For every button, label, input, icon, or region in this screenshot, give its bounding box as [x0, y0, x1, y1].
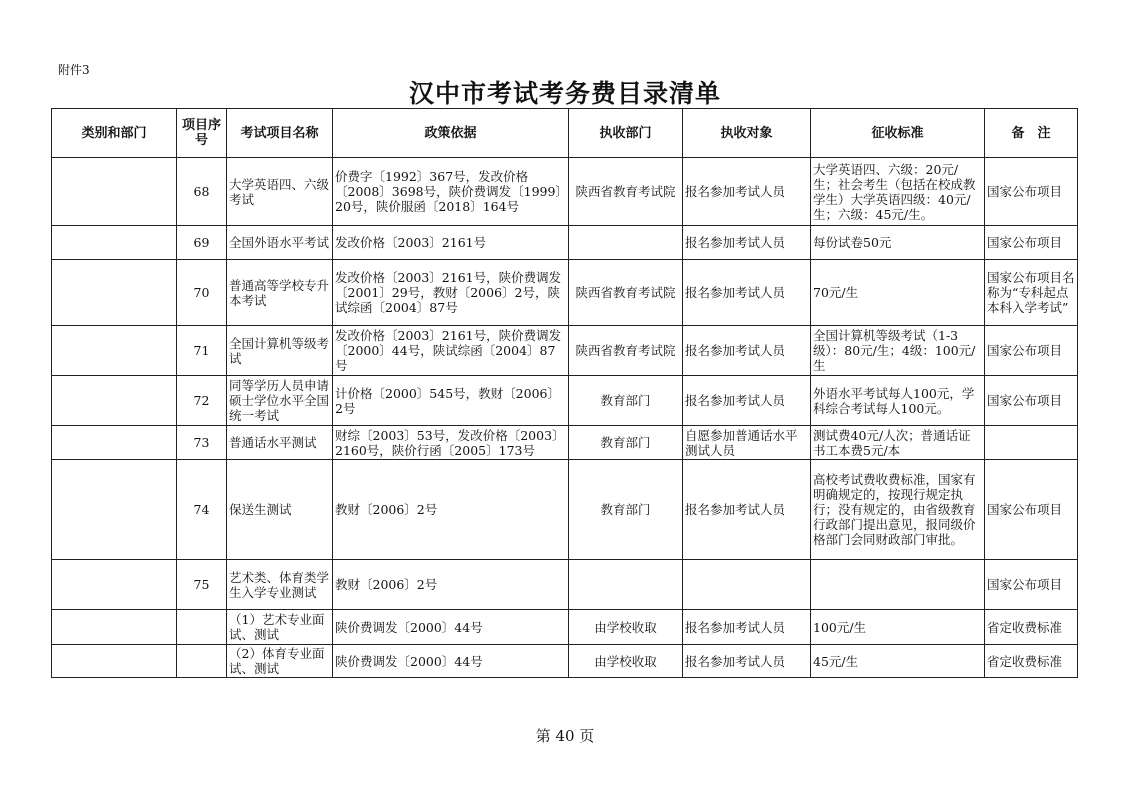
cell-category [52, 326, 177, 376]
cell-target: 报名参加考试人员 [683, 610, 811, 645]
cell-note [985, 426, 1078, 460]
table-row [52, 376, 1078, 426]
cell-dept: 陕西省教育考试院 [569, 326, 683, 376]
document-title: 汉中市考试考务费目录清单 [408, 79, 721, 108]
table-row [52, 610, 1078, 645]
cell-seq [177, 645, 227, 678]
cell-dept [569, 226, 683, 260]
cell-seq: 73 [177, 426, 227, 460]
cell-dept: 教育部门 [569, 426, 683, 460]
table-row [52, 460, 1078, 560]
header-policy: 政策依据 [333, 109, 569, 158]
attachment-label: 附件3 [58, 63, 90, 77]
header-seq: 项目序号 [177, 109, 227, 158]
cell-dept: 陕西省教育考试院 [569, 260, 683, 326]
cell-seq: 70 [177, 260, 227, 326]
cell-seq: 71 [177, 326, 227, 376]
table-row [52, 426, 1078, 460]
table-row [52, 226, 1078, 260]
cell-dept: 教育部门 [569, 460, 683, 560]
cell-name: 普通话水平测试 [227, 426, 333, 460]
cell-note: 国家公布项目 [985, 460, 1078, 560]
cell-standard: 70元/生 [811, 260, 985, 326]
cell-name: 保送生测试 [227, 460, 333, 560]
cell-standard: 高校考试费收费标准，国家有明确规定的，按现行规定执行；没有规定的，由省级教育行政部门提出意见，报同级价格部门会同财政部门审批。 [811, 460, 985, 560]
cell-standard: 每份试卷50元 [811, 226, 985, 260]
cell-category [52, 610, 177, 645]
cell-target: 报名参加考试人员 [683, 226, 811, 260]
header-name: 考试项目名称 [227, 109, 333, 158]
cell-name: 同等学历人员申请硕士学位水平全国统一考试 [227, 376, 333, 426]
cell-target: 报名参加考试人员 [683, 260, 811, 326]
header-category: 类别和部门 [52, 109, 177, 158]
cell-policy: 教财〔2006〕2号 [333, 460, 569, 560]
cell-seq: 75 [177, 560, 227, 610]
cell-note: 国家公布项目 [985, 376, 1078, 426]
cell-name: 艺术类、体育类学生入学专业测试 [227, 560, 333, 610]
cell-seq: 69 [177, 226, 227, 260]
cell-note: 国家公布项目 [985, 158, 1078, 226]
cell-name: （1）艺术专业面试、测试 [227, 610, 333, 645]
cell-category [52, 460, 177, 560]
cell-category [52, 226, 177, 260]
cell-category [52, 158, 177, 226]
cell-target: 报名参加考试人员 [683, 158, 811, 226]
cell-dept: 教育部门 [569, 376, 683, 426]
cell-dept: 由学校收取 [569, 645, 683, 678]
cell-target: 报名参加考试人员 [683, 460, 811, 560]
cell-policy: 教财〔2006〕2号 [333, 560, 569, 610]
fee-catalog-table [51, 108, 1078, 678]
cell-standard: 大学英语四、六级：20元/生；社会考生（包括在校成教学生）大学英语四级：40元/生；六级：45元/生。 [811, 158, 985, 226]
cell-policy: 发改价格〔2003〕2161号，陕价费调发〔2000〕44号，陕试综函〔2004〕87号 [333, 326, 569, 376]
cell-dept [569, 560, 683, 610]
header-note: 备 注 [985, 109, 1078, 158]
cell-note: 国家公布项目名称为“专科起点本科入学考试” [985, 260, 1078, 326]
cell-policy: 价费字〔1992〕367号，发改价格〔2008〕3698号，陕价费调发〔1999〕20号，陕价服函〔2018〕164号 [333, 158, 569, 226]
cell-dept: 陕西省教育考试院 [569, 158, 683, 226]
cell-seq: 72 [177, 376, 227, 426]
cell-note: 国家公布项目 [985, 560, 1078, 610]
cell-policy: 计价格〔2000〕545号，教财〔2006〕2号 [333, 376, 569, 426]
cell-category [52, 560, 177, 610]
cell-category [52, 260, 177, 326]
cell-standard: 45元/生 [811, 645, 985, 678]
cell-policy: 发改价格〔2003〕2161号，陕价费调发〔2001〕29号，教财〔2006〕2号，陕试综函〔2004〕87号 [333, 260, 569, 326]
cell-standard: 100元/生 [811, 610, 985, 645]
cell-policy: 财综〔2003〕53号，发改价格〔2003〕2160号，陕价行函〔2005〕173号 [333, 426, 569, 460]
cell-category [52, 645, 177, 678]
header-target: 执收对象 [683, 109, 811, 158]
table-header-row [52, 109, 1078, 158]
cell-name: 全国外语水平考试 [227, 226, 333, 260]
cell-note: 国家公布项目 [985, 226, 1078, 260]
cell-target: 自愿参加普通话水平测试人员 [683, 426, 811, 460]
cell-note: 省定收费标准 [985, 610, 1078, 645]
table-row [52, 560, 1078, 610]
cell-standard: 外语水平考试每人100元，学科综合考试每人100元。 [811, 376, 985, 426]
cell-category [52, 426, 177, 460]
cell-policy: 陕价费调发〔2000〕44号 [333, 645, 569, 678]
table-row [52, 158, 1078, 226]
table-row [52, 326, 1078, 376]
header-standard: 征收标准 [811, 109, 985, 158]
cell-target [683, 560, 811, 610]
cell-policy: 陕价费调发〔2000〕44号 [333, 610, 569, 645]
cell-standard: 测试费40元/人次；普通话证书工本费5元/本 [811, 426, 985, 460]
cell-target: 报名参加考试人员 [683, 326, 811, 376]
cell-dept: 由学校收取 [569, 610, 683, 645]
cell-target: 报名参加考试人员 [683, 376, 811, 426]
cell-seq: 74 [177, 460, 227, 560]
cell-name: （2）体育专业面试、测试 [227, 645, 333, 678]
cell-standard: 全国计算机等级考试（1-3级）：80元/生；4级：100元/生 [811, 326, 985, 376]
cell-category [52, 376, 177, 426]
cell-name: 全国计算机等级考试 [227, 326, 333, 376]
cell-standard [811, 560, 985, 610]
page-number: 第 40 页 [535, 727, 595, 745]
cell-seq: 68 [177, 158, 227, 226]
cell-name: 大学英语四、六级考试 [227, 158, 333, 226]
cell-note: 省定收费标准 [985, 645, 1078, 678]
cell-target: 报名参加考试人员 [683, 645, 811, 678]
cell-note: 国家公布项目 [985, 326, 1078, 376]
cell-policy: 发改价格〔2003〕2161号 [333, 226, 569, 260]
cell-name: 普通高等学校专升本考试 [227, 260, 333, 326]
header-dept: 执收部门 [569, 109, 683, 158]
table-row [52, 645, 1078, 678]
table-row [52, 260, 1078, 326]
cell-seq [177, 610, 227, 645]
